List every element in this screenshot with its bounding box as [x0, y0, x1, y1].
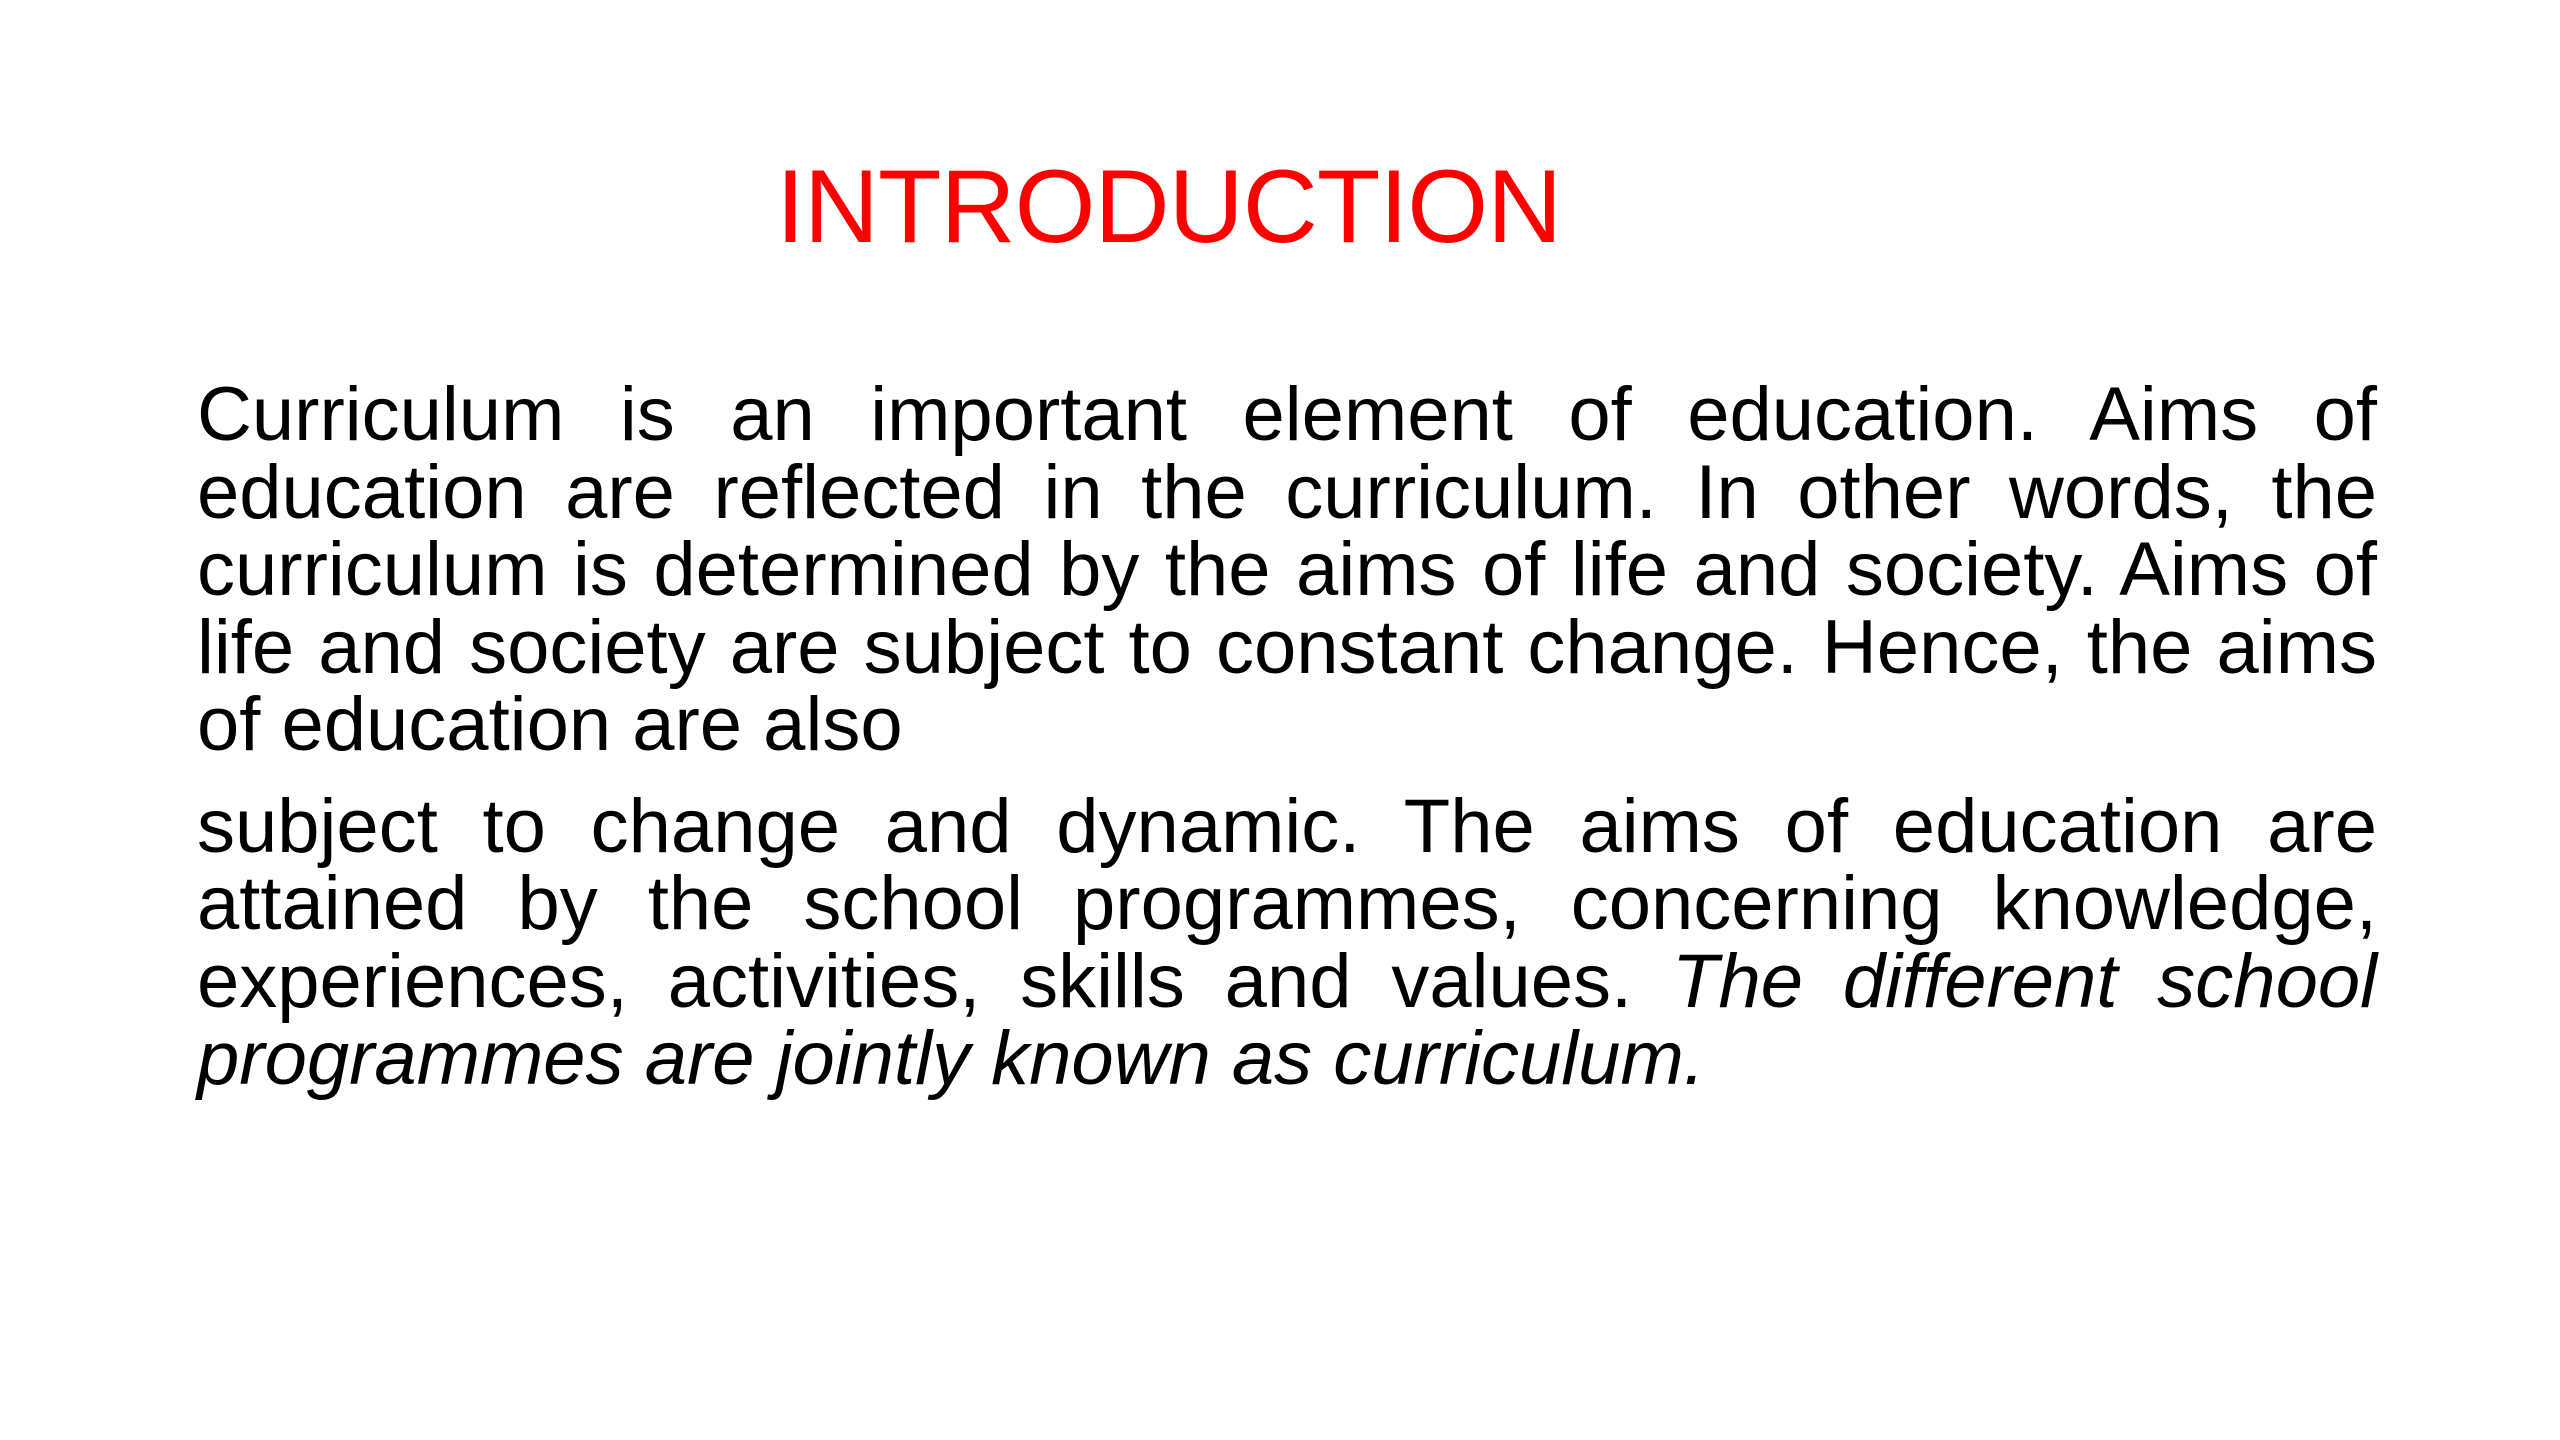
slide-title: INTRODUCTION	[776, 149, 1562, 265]
paragraph-2-italic-text: The different school programmes are jointly known as curriculum.	[197, 938, 2377, 1102]
paragraph-2-regular-text: subject to change and dynamic. The aims of education are attained by the school programmes, concerning knowledge, experiences, activities, skills and values.	[197, 783, 2377, 1024]
paragraph-1: Curriculum is an important element of education. Aims of education are reflected in the curriculum. In other words, the curriculum is determined by the aims of life and society. Aims of life and society are subject to constant change. Hence, the aims of education are also	[197, 372, 2377, 768]
paragraph-2	[197, 783, 2377, 1102]
slide-body	[197, 372, 2377, 1102]
